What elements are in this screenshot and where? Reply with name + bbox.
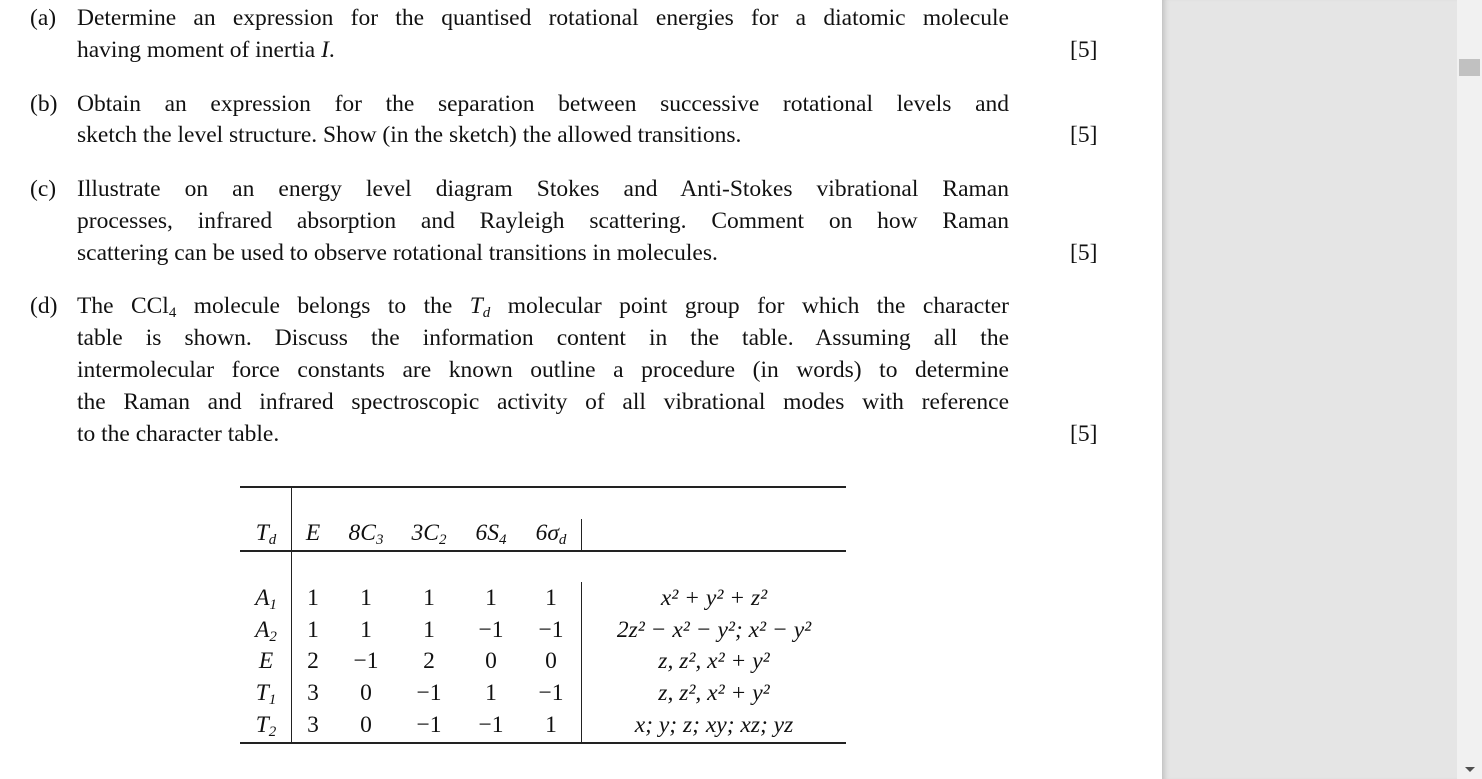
math-point-group: T: [469, 293, 483, 319]
math-inertia: I: [321, 37, 329, 63]
table-header-rule: [240, 550, 846, 552]
question-d-line: the Raman and infrared spectroscopic activity of all vibrational modes with reference: [77, 389, 1009, 415]
subscript: 2: [269, 629, 277, 645]
character-value: −1: [538, 617, 564, 643]
subscript: 4: [168, 305, 177, 321]
symbol: 6σ: [535, 520, 559, 546]
text: .: [328, 37, 335, 63]
scroll-down-arrow-icon[interactable]: [1465, 767, 1475, 772]
question-d-line: table is shown. Discuss the information content in the table. Assuming all the: [77, 325, 1009, 351]
character-value: 1: [545, 585, 557, 611]
symbol: 3C: [411, 520, 439, 546]
subscript: 2: [268, 724, 277, 740]
question-a-line: Determine an expression for the quantised rotational energies for a diatomic molecule: [77, 5, 1009, 31]
question-c-line: processes, infrared absorption and Rayleigh scattering. Comment on how Raman: [77, 208, 1009, 234]
symbol: E: [258, 648, 274, 674]
subscript: 3: [375, 532, 384, 548]
basis-functions: z, z², x² + y²: [658, 680, 770, 706]
character-value: 1: [360, 585, 372, 611]
character-value: 1: [485, 680, 497, 706]
basis-functions: x² + y² + z²: [660, 585, 768, 611]
character-value: 3: [307, 680, 319, 706]
character-value: −1: [538, 680, 564, 706]
character-value: −1: [478, 617, 504, 643]
character-value: −1: [416, 680, 442, 706]
subscript: d: [558, 532, 567, 548]
question-b-line: sketch the level structure. Show (in the sketch) the allowed transitions.: [77, 122, 742, 148]
text: molecular point group for which the character: [490, 293, 1009, 319]
character-value: 1: [307, 617, 319, 643]
character-value: 0: [485, 648, 497, 674]
symbol: A: [255, 617, 270, 643]
character-value: 1: [423, 585, 435, 611]
question-d-label: (d): [30, 293, 58, 319]
character-value: 1: [307, 585, 319, 611]
subscript: d: [268, 532, 277, 548]
symbol: T: [255, 680, 269, 706]
question-d-line: intermolecular force constants are known outline a procedure (in words) to determine: [77, 357, 1009, 383]
viewer-background: [1162, 0, 1457, 779]
question-d-line: to the character table.: [77, 421, 280, 447]
question-c-line: Illustrate on an energy level diagram Stokes and Anti-Stokes vibrational Raman: [77, 176, 1009, 202]
text: having moment of inertia: [77, 37, 322, 63]
table-bottom-rule: [240, 742, 846, 744]
text: The CCl: [77, 293, 169, 319]
subscript: 1: [268, 692, 277, 708]
question-d-marks: [5]: [1070, 421, 1098, 447]
basis-functions: 2z² − x² − y²; x² − y²: [616, 617, 812, 643]
question-d-line: [77, 290, 1009, 322]
character-value: 3: [307, 712, 319, 738]
character-value: 1: [545, 712, 557, 738]
table-top-rule: [240, 486, 846, 488]
subscript: 2: [438, 532, 447, 548]
character-value: −1: [353, 648, 379, 674]
question-c-line: scattering can be used to observe rotational transitions in molecules.: [77, 240, 718, 266]
class-header: [501, 518, 601, 548]
question-a-label: (a): [30, 5, 57, 31]
question-a-line: [77, 34, 1009, 66]
symbol: A: [255, 585, 270, 611]
scrollbar-thumb[interactable]: [1459, 59, 1480, 76]
character-value: −1: [416, 712, 442, 738]
question-c-label: (c): [30, 176, 57, 202]
symbol: T: [255, 712, 269, 738]
text: molecule belongs to the: [176, 293, 470, 319]
character-value: 2: [307, 648, 319, 674]
character-value: 1: [485, 585, 497, 611]
character-value: 0: [545, 648, 557, 674]
question-b-label: (b): [30, 91, 58, 117]
vertical-scrollbar[interactable]: [1457, 0, 1482, 779]
question-b-line: Obtain an expression for the separation between successive rotational levels and: [77, 91, 1009, 117]
question-b-marks: [5]: [1070, 122, 1098, 148]
character-value: 0: [360, 680, 372, 706]
symbol: 8C: [348, 520, 376, 546]
character-value: 1: [423, 617, 435, 643]
subscript: 4: [499, 532, 507, 548]
basis-functions: x; y; z; xy; xz; yz: [634, 712, 794, 738]
basis-functions: z, z², x² + y²: [658, 648, 770, 674]
table-vertical-rule: [581, 582, 582, 743]
question-c-marks: [5]: [1070, 240, 1098, 266]
symbol: E: [305, 520, 321, 546]
symbol: T: [255, 520, 269, 546]
subscript: d: [482, 305, 491, 321]
character-value: −1: [478, 712, 504, 738]
character-value: 0: [360, 712, 372, 738]
symbol: 6S: [475, 520, 499, 546]
subscript: 1: [269, 597, 277, 613]
character-value: 2: [423, 648, 435, 674]
question-a-marks: [5]: [1070, 37, 1098, 63]
character-value: 1: [360, 617, 372, 643]
